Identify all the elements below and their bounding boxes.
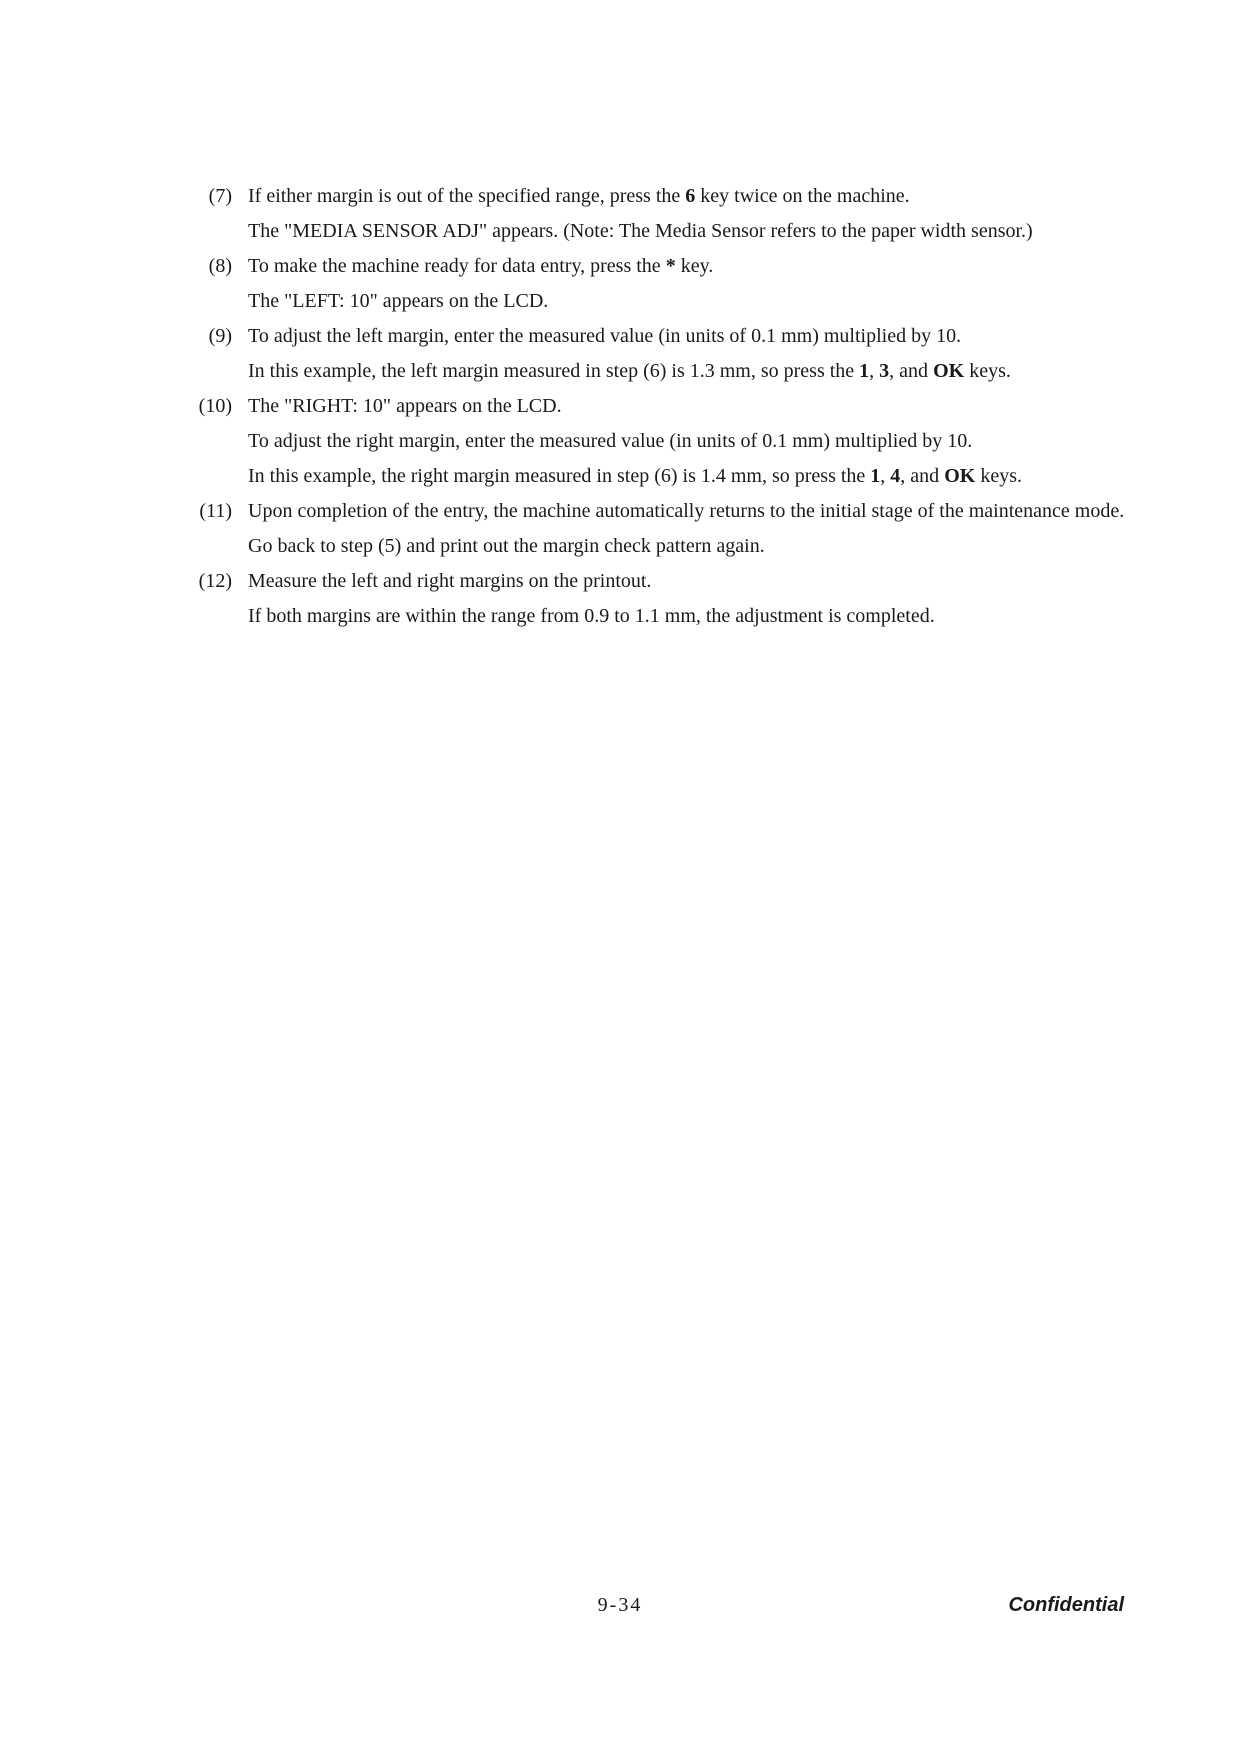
- key-name: 1: [859, 360, 870, 382]
- step-paragraph: [248, 533, 1125, 560]
- text-run: The "LEFT: 10" appears on the LCD.: [248, 290, 549, 312]
- text-run: key.: [675, 255, 714, 277]
- step-number: (11): [199, 500, 232, 522]
- step-number: (12): [198, 570, 232, 592]
- step-item: [200, 183, 1125, 245]
- text-run: The "MEDIA SENSOR ADJ" appears. (Note: The Media Sensor refers to the paper width sensor.): [248, 220, 1033, 242]
- step-item: [200, 253, 1125, 315]
- step-item: [200, 393, 1125, 490]
- text-run: ,: [880, 465, 891, 487]
- text-run: Measure the left and right margins on the printout.: [248, 570, 652, 592]
- text-run: In this example, the right margin measured in step (6) is 1.4 mm, so press the: [248, 465, 871, 487]
- step-number: (8): [208, 255, 232, 277]
- key-name: *: [665, 255, 676, 277]
- key-name: OK: [933, 360, 965, 382]
- step-paragraph: [248, 253, 1125, 280]
- key-name: 3: [879, 360, 890, 382]
- key-name: 6: [685, 185, 696, 207]
- text-run: Go back to step (5) and print out the margin check pattern again.: [248, 535, 765, 557]
- page-number: 9-34: [597, 1594, 643, 1616]
- text-run: To make the machine ready for data entry, press the: [248, 255, 666, 277]
- step-paragraph: [248, 183, 1125, 210]
- step-paragraph: [248, 323, 1125, 350]
- step-paragraph: [248, 428, 1125, 455]
- step-number: (9): [208, 325, 232, 347]
- step-item: [200, 568, 1125, 630]
- key-name: 1: [870, 465, 881, 487]
- procedure-steps: [200, 183, 1125, 638]
- key-name: OK: [944, 465, 976, 487]
- step-paragraph: [248, 568, 1125, 595]
- key-name: 4: [890, 465, 901, 487]
- step-paragraph: [248, 463, 1125, 490]
- text-run: ,: [869, 360, 880, 382]
- step-paragraph: [248, 603, 1125, 630]
- step-item: [200, 498, 1125, 560]
- step-number: (7): [208, 185, 232, 207]
- step-paragraph: [248, 393, 1125, 420]
- step-paragraph: [248, 498, 1125, 525]
- text-run: , and: [900, 465, 945, 487]
- step-number: (10): [198, 395, 232, 417]
- text-run: keys.: [964, 360, 1011, 382]
- step-paragraph: [248, 288, 1125, 315]
- text-run: The "RIGHT: 10" appears on the LCD.: [248, 395, 562, 417]
- text-run: keys.: [975, 465, 1022, 487]
- text-run: To adjust the left margin, enter the measured value (in units of 0.1 mm) multiplied by 10.: [248, 325, 962, 347]
- text-run: , and: [889, 360, 934, 382]
- text-run: If both margins are within the range from 0.9 to 1.1 mm, the adjustment is completed.: [248, 605, 935, 627]
- step-paragraph: [248, 218, 1125, 245]
- step-paragraph: [248, 358, 1125, 385]
- text-run: key twice on the machine.: [695, 185, 910, 207]
- text-run: Upon completion of the entry, the machine automatically returns to the initial stage of the maintenance mode.: [248, 500, 1125, 522]
- text-run: To adjust the right margin, enter the measured value (in units of 0.1 mm) multiplied by 10.: [248, 430, 973, 452]
- step-item: [200, 323, 1125, 385]
- confidential-label: Confidential: [1008, 1594, 1124, 1616]
- text-run: In this example, the left margin measured in step (6) is 1.3 mm, so press the: [248, 360, 860, 382]
- text-run: If either margin is out of the specified range, press the: [248, 185, 686, 207]
